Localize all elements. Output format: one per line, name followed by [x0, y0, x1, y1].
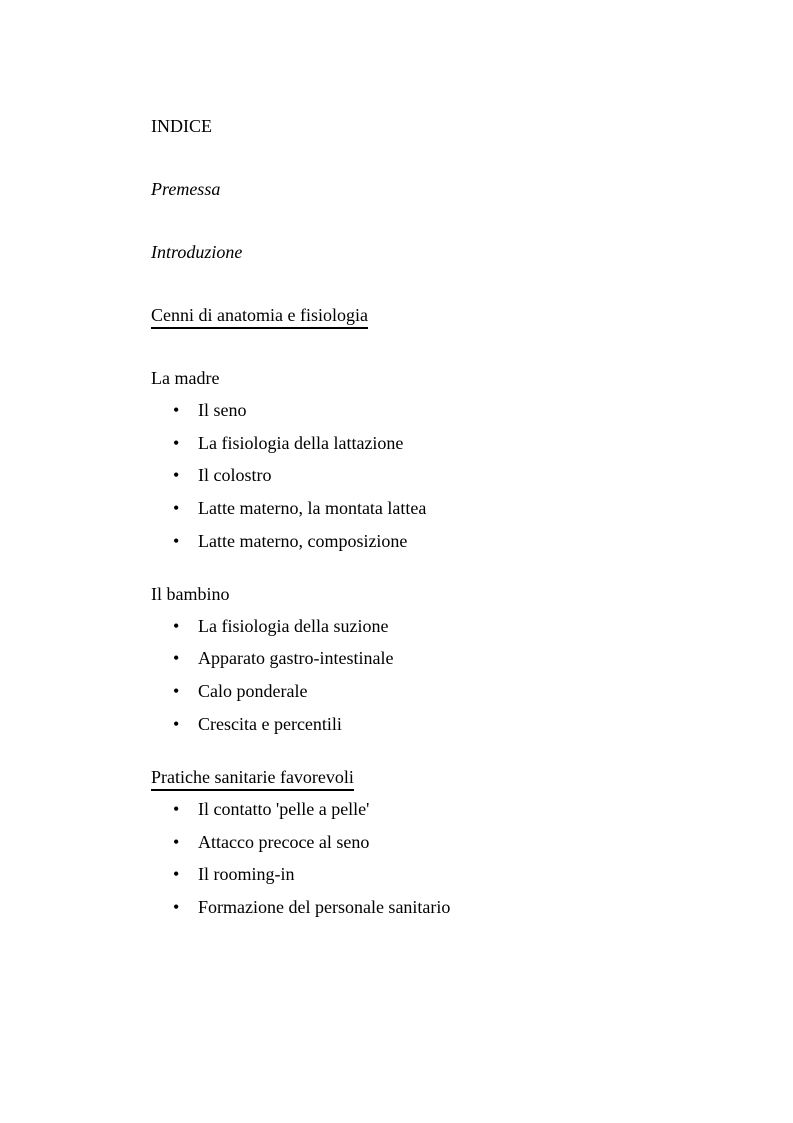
bullet-icon: •: [173, 896, 180, 917]
index-title: INDICE: [151, 116, 212, 136]
group-il-bambino: [151, 584, 751, 735]
premessa-entry: Premessa: [151, 179, 221, 199]
section-heading-text: Pratiche sanitarie favorevoli: [151, 767, 354, 791]
introduzione-entry: Introduzione: [151, 242, 243, 262]
list-item: • La fisiologia della lattazione: [173, 432, 404, 453]
bullet-icon: •: [173, 465, 180, 486]
list-item: • Latte materno, la montata lattea: [173, 498, 427, 519]
section-heading-anatomia: [151, 305, 751, 326]
bullet-icon: •: [173, 400, 180, 420]
bullet-icon: •: [173, 498, 180, 519]
group-la-madre: [151, 368, 751, 552]
bullet-icon: •: [173, 864, 180, 885]
list-item: • Il seno: [173, 400, 247, 420]
section-heading-text: Cenni di anatomia e fisiologia: [151, 305, 368, 329]
list-item: • Calo ponderale: [173, 681, 308, 702]
list-pratiche: [151, 799, 751, 918]
list-item: • Il contatto 'pelle a pelle': [173, 798, 370, 819]
list-item: • Apparato gastro-intestinale: [173, 648, 394, 669]
list-item: • Attacco precoce al seno: [173, 831, 370, 852]
list-item: • La fisiologia della suzione: [173, 615, 389, 636]
bullet-icon: •: [173, 798, 180, 819]
list-item: • Formazione del personale sanitario: [173, 896, 451, 917]
section-heading-pratiche: [151, 767, 751, 788]
list-item: • Il colostro: [173, 465, 272, 486]
bullet-icon: •: [173, 831, 180, 852]
bullet-icon: •: [173, 681, 180, 702]
list-item: • Latte materno, composizione: [173, 530, 408, 551]
bullet-icon: •: [173, 530, 180, 551]
list-la-madre: [151, 400, 751, 552]
list-item: • Il rooming-in: [173, 864, 295, 885]
bullet-icon: •: [173, 648, 180, 669]
group-heading-il-bambino: Il bambino: [151, 583, 230, 604]
bullet-icon: •: [173, 713, 180, 734]
index-page: [151, 116, 751, 930]
list-il-bambino: [151, 616, 751, 735]
group-heading-la-madre: La madre: [151, 368, 220, 388]
list-item: • Crescita e percentili: [173, 713, 342, 734]
bullet-icon: •: [173, 615, 180, 636]
bullet-icon: •: [173, 432, 180, 453]
